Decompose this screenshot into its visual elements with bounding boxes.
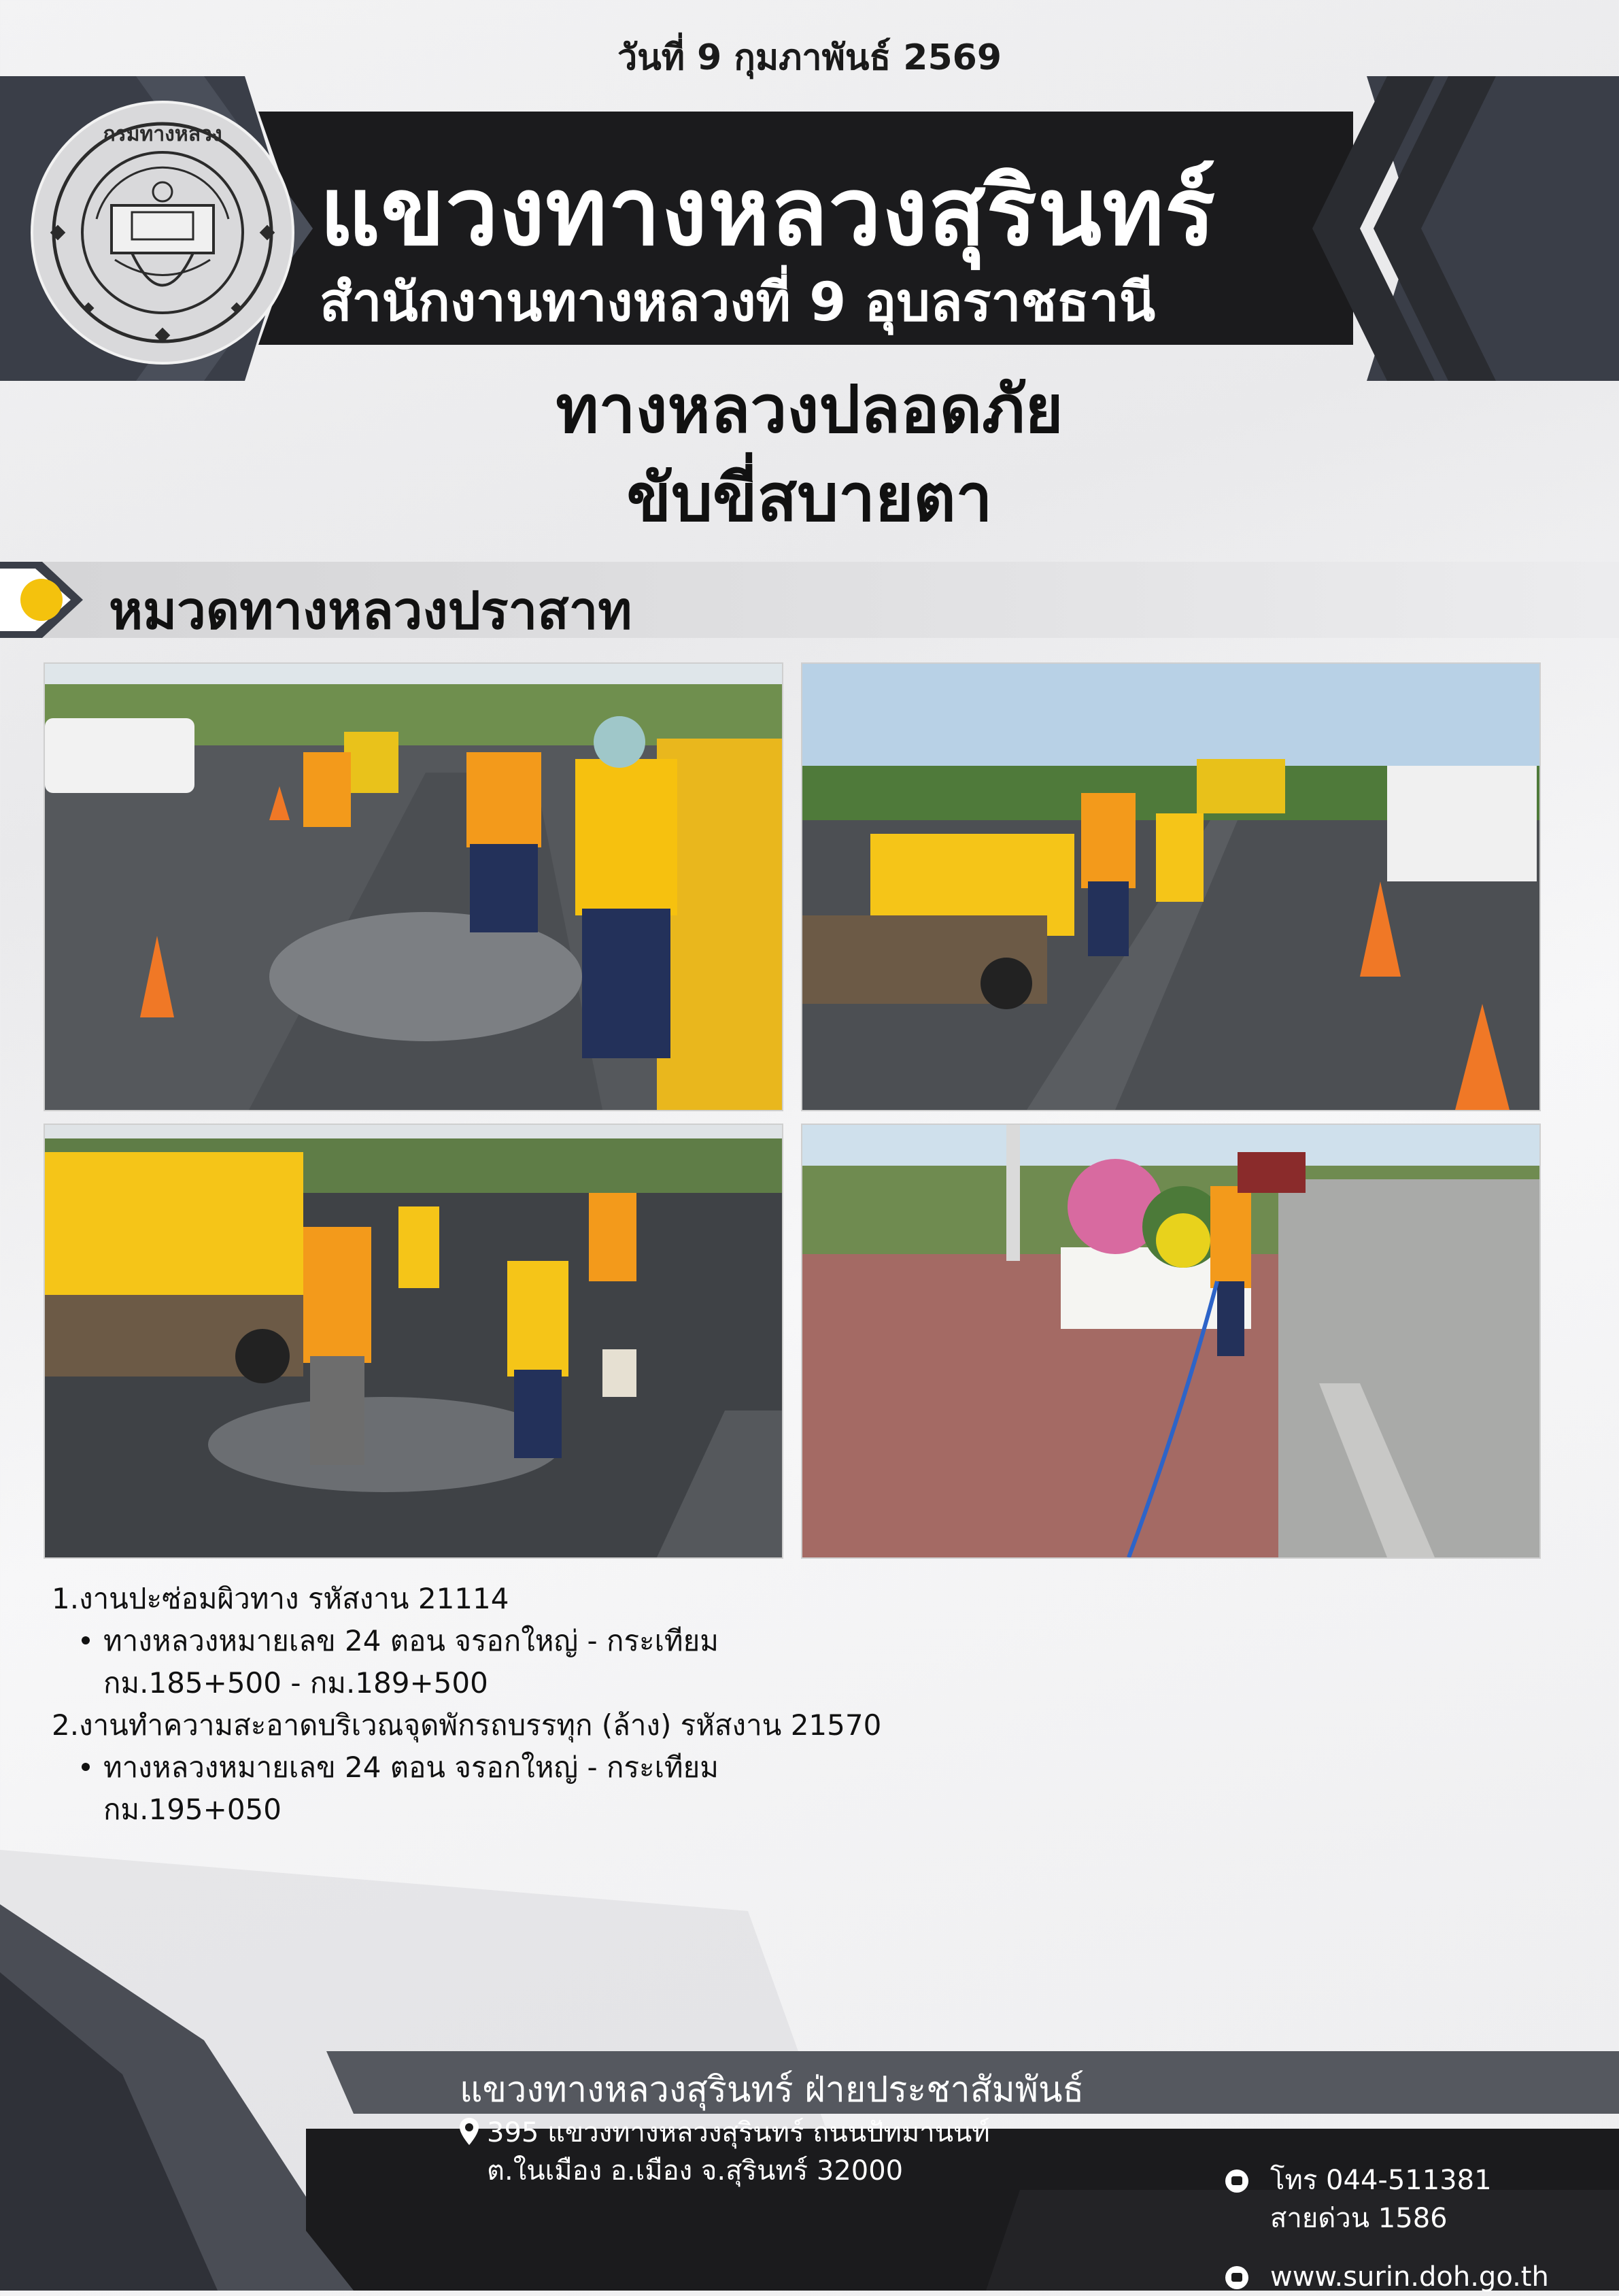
section-bullet-icon [20, 579, 63, 621]
department-seal-logo [30, 100, 295, 365]
footer-contact [1225, 2161, 1549, 2296]
office-subtitle: สำนักงานทางหลวงที่ 9 อุบลราชธานี [320, 272, 1156, 333]
work-item-detail-text: ทางหลวงหมายเลข 24 ตอน จรอกใหญ่ - กระเทียม [103, 1624, 719, 1657]
work-item-detail [52, 1746, 881, 1789]
address-line-2: ต.ในเมือง อ.เมือง จ.สุรินทร์ 32000 [487, 2155, 904, 2187]
phone-row [1225, 2161, 1549, 2238]
footer-address [460, 2114, 990, 2190]
section-title: หมวดทางหลวงปราสาท [109, 580, 632, 641]
slogan-line-2: ขับขี่สบายตา [626, 460, 993, 536]
photo-rest-area-cleaning [801, 1124, 1541, 1559]
work-item-detail-text: ทางหลวงหมายเลข 24 ตอน จรอกใหญ่ - กระเทียม [103, 1751, 719, 1784]
work-list [52, 1578, 881, 1831]
photo-road-patching-2 [801, 662, 1541, 1111]
svg-text:กรมทางหลวง: กรมทางหลวง [103, 122, 222, 146]
date-label: วันที่ 9 กุมภาพันธ์ 2569 [617, 37, 1002, 78]
phone-number: โทร 044-511381 [1270, 2165, 1492, 2196]
hotline-number: สายด่วน 1586 [1270, 2203, 1448, 2234]
web-icon [1225, 2266, 1248, 2289]
office-title: แขวงทางหลวงสุรินทร์ [320, 157, 1216, 267]
footer-title: แขวงทางหลวงสุรินทร์ ฝ่ายประชาสัมพันธ์ [460, 2070, 1085, 2110]
bullet-icon [82, 1636, 90, 1644]
work-item-location: กม.195+050 [103, 1793, 282, 1826]
work-item-heading: 2.งานทำความสะอาดบริเวณจุดพักรถบรรทุก (ล้าง) รหัสงาน 21570 [52, 1708, 882, 1742]
address-line-1: 395 แขวงทางหลวงสุรินทร์ ถนนปัทมานนท์ [487, 2117, 990, 2148]
photo-road-patching-1 [44, 662, 783, 1111]
work-item-location: กม.185+500 - กม.189+500 [103, 1666, 488, 1700]
phone-icon [1225, 2170, 1248, 2193]
website-link[interactable]: www.surin.doh.go.th [1270, 2261, 1549, 2293]
photo-road-patching-3 [44, 1124, 783, 1559]
slogan-line-1: ทางหลวงปลอดภัย [556, 371, 1063, 448]
bullet-icon [82, 1763, 90, 1771]
work-item-detail [52, 1620, 881, 1662]
location-pin-icon [460, 2118, 479, 2145]
work-item-heading: 1.งานปะซ่อมผิวทาง รหัสงาน 21114 [52, 1582, 509, 1615]
